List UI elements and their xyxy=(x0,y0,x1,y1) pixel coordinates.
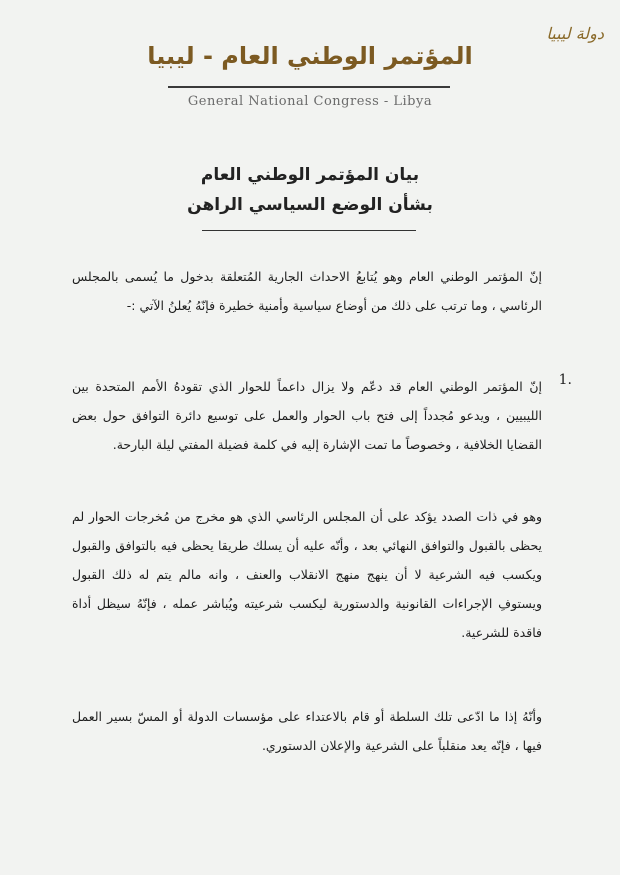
intro-paragraph: إنّ المؤتمر الوطني العام وهو يُتابعُ الاحداث الجارية المُتعلقة بدخول ما يُسمى بالمجلس الرئاسي ، وما ترتب على ذلك من أوضاع سياسية وأمنية خطيرة فإنّهُ يُعلنُ الآتي :- xyxy=(72,269,542,313)
org-name-english: General National Congress - Libya xyxy=(187,94,433,109)
paragraph-3: وأنّهُ إذا ما ادّعى تلك السلطة أو قام بالاعتداء على مؤسسات الدولة أو المسّ بسير العمل فيها ، فإنّه يعد منقلباً على الشرعية والإعلان الدستوري. xyxy=(72,709,542,753)
paragraph-2: وهو في ذات الصدد يؤكد على أن المجلس الرئاسي الذي هو مخرج من مُخرجات الحوار لم يحظى بالقبول والتوافق النهائي بعد ، وأنّه عليه أن يسلك طريقا يحظى فيه بالتوافق والقبول ويكسب فيه الشرعية لا أن ينهج منهج الانقلاب والعنف ، وانه مالم يتم له ذلك القبول ويستوفِ الإجراءات القانونية والدستورية ليكسب شرعيته ويُباشر عمله ، فإنّهُ سيظل أداة فاقدة للشرعية. xyxy=(72,509,542,640)
paragraph-1: إنّ المؤتمر الوطني العام قد دعّم ولا يزال داعماً للحوار الذي تقودهُ الأمم المتحدة بين الليبيين ، ويدعو مُجدداً إلى فتح باب الحوار والعمل على توسيع دائرة التوافق حول بعض القضايا الخلافية ، وخصوصاً ما تمت الإشارة إليه في كلمة فضيلة المفتي ليلة البارحة. xyxy=(72,379,542,452)
org-name-arabic: المؤتمر الوطني العام - ليبيا xyxy=(147,42,473,70)
title-line-2: بشأن الوضع السياسي الراهن xyxy=(187,195,433,215)
item-number: 1. xyxy=(558,372,572,388)
state-name: دولة ليبيا xyxy=(546,24,604,43)
statement-title xyxy=(0,160,620,220)
title-line-1: بيان المؤتمر الوطني العام xyxy=(200,165,420,185)
title-underline xyxy=(202,230,416,231)
header-rule xyxy=(168,86,450,88)
